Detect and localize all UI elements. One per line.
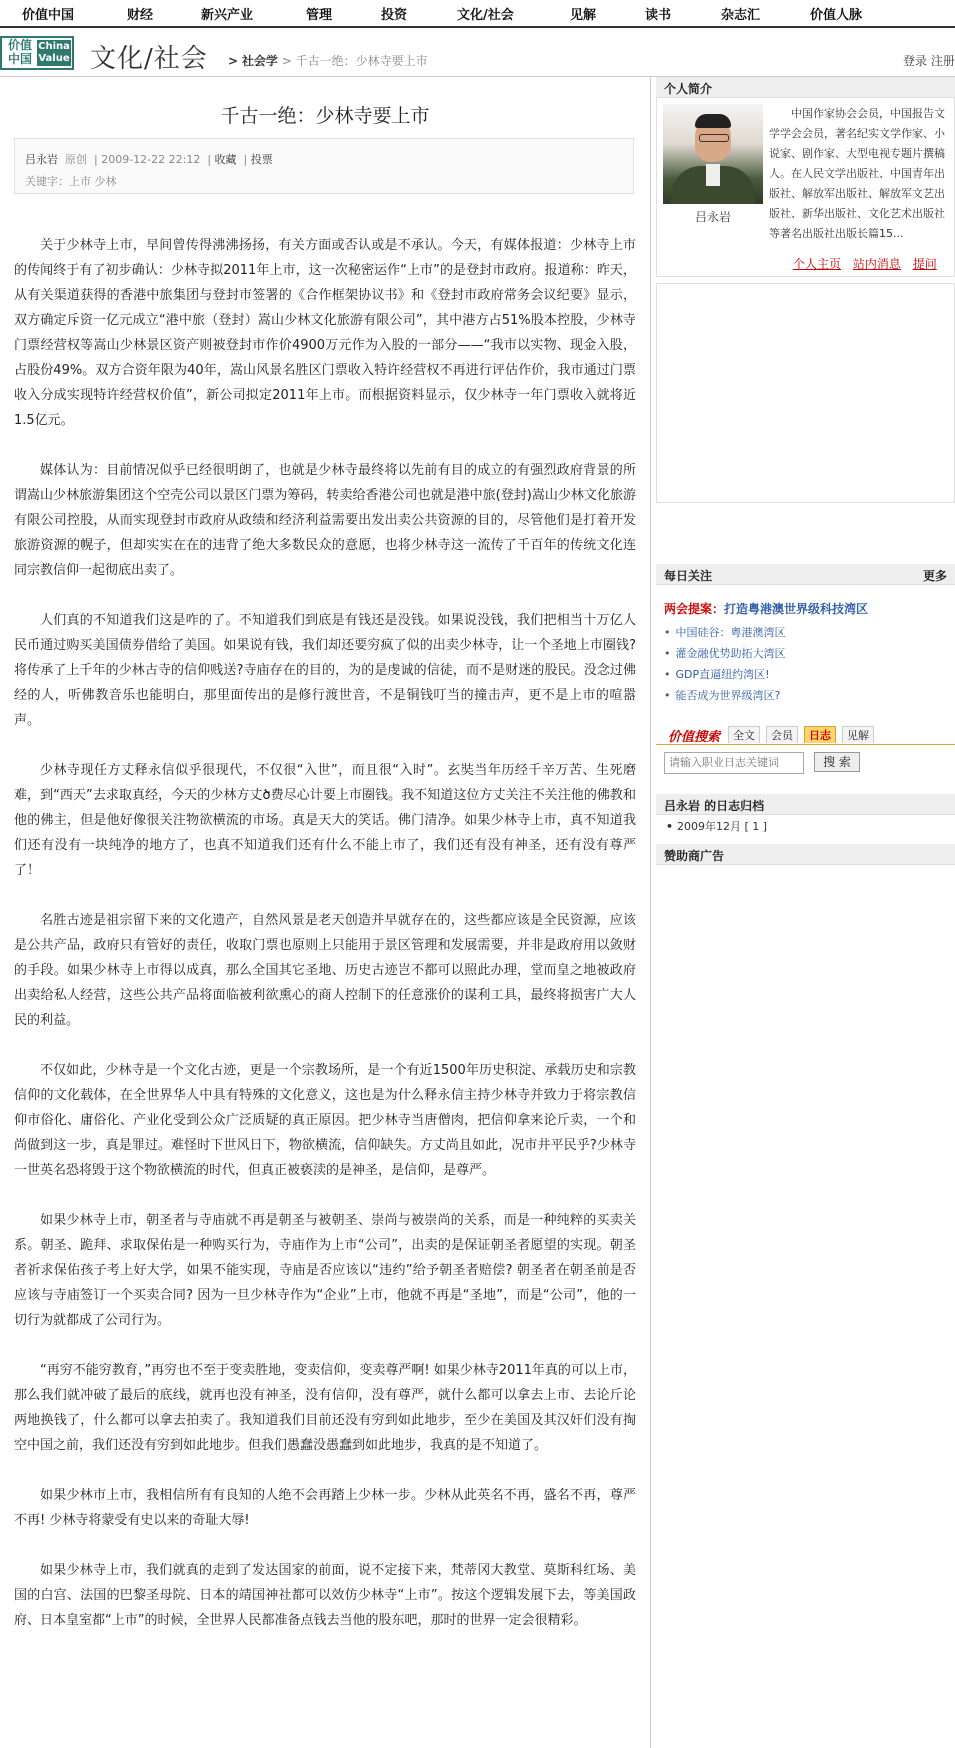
archive-header <box>656 794 955 815</box>
keywords-links[interactable]: 上市 少林 <box>69 175 117 188</box>
collect-link[interactable]: 收藏 <box>214 153 237 166</box>
article-paragraph: 如果少林寺上市，朝圣者与寺庙就不再是朝圣与被朝圣、崇尚与被崇尚的关系，而是一种纯粹的买卖关系。朝圣、跪拜、求取保佑是一种购买行为，寺庙作为上市“公司”，出卖的是保证朝圣者愿望的实现。朝圣者祈求保佑孩子考上好大学，如果不能实现，寺庙是否应该以“违约”给予朝圣者赔偿? 朝圣者在朝圣前是否应该与寺庙签订一个买卖合同? 因为一旦少林寺作为“企业”上市，他就不再是“圣地”，而是“公司”，他的一切行为就都成了公司行为。 <box>14 1213 636 1328</box>
section-title: 文化/社会 <box>90 44 208 74</box>
nav-item-network[interactable]: 价值人脉 <box>810 8 863 23</box>
search-widget <box>656 724 955 784</box>
list-item[interactable]: • 能否成为世界级湾区? <box>664 685 786 706</box>
article-paragraph: “再穷不能穷教育，”再穷也不至于变卖胜地，变卖信仰，变卖尊严啊! 如果少林寺2011年真的可以上市，那么我们就冲破了最后的底线，就再也没有神圣，没有信仰，没有尊严，就什么都可以拿去上市、去论斤论两地换钱了，什么都可以拿去拍卖了。我知道我们目前还没有穷到如此地步，至少在美国及其汉奸们没有掏空中国之前，我们还没有穷到如此地步。但我们愚蠢没愚蠢到如此地步，我真的是不知道了。 <box>14 1363 636 1453</box>
breadcrumb-current: 千古一绝：少林寺要上市 <box>295 54 428 68</box>
nav-item-management[interactable]: 管理 <box>306 8 333 23</box>
article-paragraph: 少林寺现任方丈释永信似乎很现代，不仅很“入世”，而且很“入时”。玄奘当年历经千辛万苦、生死磨难，到“西天”去求取真经，今天的少林方丈ծ费尽心计要上市圈钱。我不知道这位方丈关注不关注他的佛教和他的佛主，但是他好像很关注物欲横流的市场。真是天大的笑话。佛门清净。如果少林寺上市，真不知道我们还有没有一块纯净的地方了，也真不知道我们还有什么不能上市了，我们还有没有神圣，还有没有尊严了！ <box>14 763 636 878</box>
tab-fulltext[interactable]: 全文 <box>728 726 760 743</box>
article-keywords <box>25 173 117 189</box>
tab-members[interactable]: 会员 <box>766 726 798 743</box>
site-logo[interactable] <box>0 36 74 70</box>
ad-placeholder <box>656 283 955 503</box>
tab-insights[interactable]: 见解 <box>842 726 874 743</box>
login-register-link[interactable]: 登录 注册 <box>903 54 955 68</box>
profile-header <box>656 77 955 98</box>
top-navigation <box>0 0 955 28</box>
search-input[interactable] <box>664 752 804 774</box>
nav-item-insights[interactable]: 见解 <box>570 8 597 23</box>
breadcrumb <box>228 52 428 69</box>
search-tabs <box>656 724 955 745</box>
profile-box <box>656 97 955 277</box>
tab-logs[interactable]: 日志 <box>804 726 836 743</box>
author-link[interactable]: 吕永岩 <box>25 153 58 166</box>
article-paragraph: 人们真的不知道我们这是咋的了。不知道我们到底是有钱还是没钱。如果说没钱，我们把相当十万亿人民币通过购买美国债券借给了美国。如果说有钱，我们却还要穷疯了似的出卖少林寺，让一个圣地上市圈钱?将传承了上千年的少林古寺的信仰贱送?寺庙存在的目的，为的是虔诚的信徒，而不是财迷的股民。没念过佛经的人，听佛教音乐也能明白，那里面传出的是修行渡世音，不是铜钱叮当的撞击声，更不是上市的喧嚣声。 <box>14 613 636 728</box>
daily-focus-header <box>656 564 955 585</box>
breadcrumb-sociology[interactable]: 社会学 <box>241 54 278 68</box>
nav-item-magazines[interactable]: 杂志汇 <box>721 8 761 23</box>
logo-english-text: China Value <box>38 41 70 64</box>
article-title: 千古一绝：少林寺要上市 <box>220 105 430 127</box>
message-link[interactable]: 站内消息 <box>852 257 901 271</box>
article-datetime: 2009-12-22 22:12 <box>101 153 201 166</box>
daily-focus-label: 每日关注 <box>664 569 713 583</box>
article-meta <box>14 138 634 194</box>
nav-item-emerging-industry[interactable]: 新兴产业 <box>201 8 254 23</box>
article-type: 原创 <box>65 153 87 166</box>
profile-links <box>793 255 945 272</box>
more-link[interactable]: 更多 <box>922 569 947 583</box>
breadcrumb-sep-1: > <box>228 54 239 68</box>
profile-header-label: 个人简介 <box>664 82 713 96</box>
breadcrumb-sep-2: > <box>281 54 292 68</box>
daily-focus-items <box>664 622 786 706</box>
avatar[interactable] <box>663 104 763 204</box>
sponsor-header <box>656 844 955 865</box>
keywords-label: 关键字： <box>25 175 69 188</box>
profile-bio: 中国作家协会会员，中国报告文学学会会员，著名纪实文学作家、小说家、剧作家、大型电视专题片撰稿人。在人民文学出版社、中国青年出版社、解放军出版社、解放军文艺出版社、新华出版社、文化艺术出版社等著名出版社出版长篇15... <box>769 107 945 240</box>
nav-item-culture-society[interactable]: 文化/社会 <box>457 8 514 23</box>
avatar-collar <box>706 164 720 186</box>
avatar-glasses <box>699 134 729 142</box>
article-paragraph: 如果少林寺上市，我们就真的走到了发达国家的前面，说不定接下来，梵蒂冈大教堂、莫斯科红场、美国的白宫、法国的巴黎圣母院、日本的靖国神社都可以效仿少林寺“上市”。按这个逻辑发展下去，等美国政府、日本皇室都“上市”的时候，全世界人民都准备点钱去当他的股东吧，那时的世界一定会很精彩。 <box>14 1563 636 1628</box>
search-button[interactable]: 搜 索 <box>814 752 860 772</box>
daily-focus-lead[interactable] <box>664 600 868 617</box>
article-column <box>0 77 651 1748</box>
article-paragraph: 关于少林寺上市，早间曾传得沸沸扬扬，有关方面或否认或是不承认。今天，有媒体报道：少林寺上市的传闻终于有了初步确认：少林寺拟2011年上市，这一次秘密运作“上市”的是登封市政府。报道称：昨天，从有关渠道获得的香港中旅集团与登封市签署的《合作框架协议书》和《登封市政府常务会议纪要》显示，双方确定斥资一亿元成立“港中旅（登封）嵩山少林文化旅游有限公司”，其中港方占51%股本控股，少林寺门票经营权等嵩山少林景区资产则被登封市作价4900万元作为入股的一部分——“我市以实物、现金入股，占股份49%。双方合资年限为40年，嵩山风景名胜区门票收入特许经营权不再进行评估作价，我市通过门票收入分成实现特许经营权价值”，新公司拟定2011年上市。而根据资料显示，仅少林寺一年门票收入就将近1.5亿元。 <box>14 238 636 428</box>
homepage-link[interactable]: 个人主页 <box>793 257 842 271</box>
nav-item-home[interactable]: 价值中国 <box>22 8 75 23</box>
nav-item-finance[interactable]: 财经 <box>127 8 154 23</box>
avatar-hair <box>695 114 731 128</box>
list-item[interactable]: • 中国硅谷：粤港澳湾区 <box>664 622 786 643</box>
article-paragraph: 如果少林市上市，我相信所有有良知的人绝不会再踏上少林一步。少林从此英名不再，盛名不再，尊严不再! 少林寺将蒙受有史以来的奇耻大辱! <box>14 1488 636 1528</box>
list-item[interactable]: • 灌金融优势助拓大湾区 <box>664 643 786 664</box>
profile-name: 吕永岩 <box>694 210 731 224</box>
daily-lead-label: 两会提案： <box>664 602 725 616</box>
search-label: 价值搜索 <box>668 730 721 745</box>
archive-link[interactable] <box>666 818 767 834</box>
article-paragraph: 媒体认为：目前情况似乎已经很明朗了，也就是少林寺最终将以先前有目的成立的有强烈政府背景的所谓嵩山少林旅游集团这个空壳公司以景区门票为筹码，转卖给香港公司也就是港中旅(登封)嵩山少林文化旅游有限公司控股，从而实现登封市政府从政绩和经济利益需要出发出卖公共资源的目的，尽管他们是打着开发旅游资源的幌子，但却实实在在的违背了绝大多数民众的意愿，也将少林寺这一流传了千百年的传统文化连同宗教信仰一起彻底出卖了。 <box>14 463 636 578</box>
article-paragraph: 名胜古迹是祖宗留下来的文化遗产，自然风景是老天创造并早就存在的，这些都应该是全民资源，应该是公共产品，政府只有管好的责任，收取门票也原则上只能用于景区管理和发展需要，并非是政府用以敛财的手段。如果少林寺上市得以成真，那么全国其它圣地、历史古迹岂不都可以照此办理，堂而皇之地被政府出卖给私人经营，这些公共产品将面临被利欲熏心的商人控制下的任意涨价的谋利工具，最终将损害广大人民的利益。 <box>14 913 636 1028</box>
sponsor-header-label: 赞助商广告 <box>664 849 725 863</box>
archive-header-label: 吕永岩 的日志归档 <box>664 799 765 813</box>
article-body <box>14 233 636 1658</box>
article-meta-line: 吕永岩 原创 | 2009-12-22 22:12 | 收藏 | 投票 <box>25 153 273 166</box>
ask-link[interactable]: 提问 <box>912 257 937 271</box>
vote-link[interactable]: 投票 <box>250 153 273 166</box>
daily-lead-text: 打造粤港澳世界级科技湾区 <box>724 602 869 616</box>
logo-chinese-text: 价值中国 <box>7 38 32 66</box>
article-paragraph: 不仅如此，少林寺是一个文化古迹，更是一个宗教场所，是一个有近1500年历史积淀、承载历史和宗教信仰的文化载体，在全世界华人中具有特殊的文化意义，这也是为什么释永信主持少林寺并致力于将宗教信仰市俗化、庸俗化、产业化受到公众广泛质疑的真正原因。把少林寺当唐僧肉，把信仰拿来论斤卖，一个和尚做到这一步，真是罪过。难怪时下世风日下，物欲横流，信仰缺失。方丈尚且如此，况市井平民乎?少林寺一世英名恐将毁于这个物欲横流的时代，但真正被亵渎的是神圣，是信仰，是尊严。 <box>14 1063 636 1178</box>
archive-item-label: 2009年12月 [ 1 ] <box>677 820 768 833</box>
nav-item-reading[interactable]: 读书 <box>645 8 672 23</box>
nav-item-investment[interactable]: 投资 <box>381 8 408 23</box>
bullet-icon: • <box>666 820 674 833</box>
list-item[interactable]: • GDP直逼纽约湾区! <box>664 664 786 685</box>
